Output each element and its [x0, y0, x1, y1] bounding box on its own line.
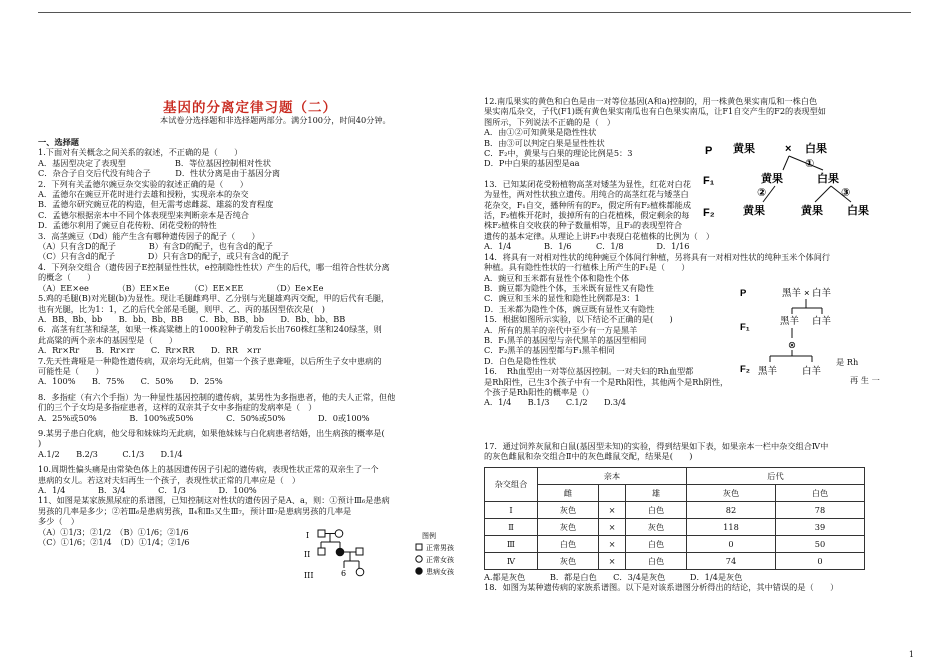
cross2-selfing: ⊗	[788, 340, 796, 351]
cross1-p-yellow: 黄果	[733, 143, 755, 155]
gen-label-1: I	[306, 531, 310, 540]
cross1-f2-yellow: 黄果	[743, 205, 765, 217]
page-title: 基因的分离定律习题（二）	[163, 100, 337, 116]
table-cell: 灰色	[626, 519, 687, 536]
q12-line: C．F₂中，黄果与白果的理论比例是5：3	[484, 148, 633, 159]
table-cell: 白色	[626, 553, 687, 570]
header-rule	[38, 12, 911, 13]
cross2-p: P	[740, 288, 747, 299]
legend-square-icon	[416, 544, 422, 550]
cross2-f2: F₂	[740, 364, 751, 375]
question-8	[38, 392, 470, 423]
left-line: A．Rr×Rr B．Rr×rr C．Rr×RR D．RR ×rr	[38, 345, 261, 356]
left-line: 可能性是（ ）	[38, 365, 104, 376]
cross1-p: P	[705, 145, 713, 157]
table-header-parent: 亲本	[538, 468, 687, 485]
table-cell: 82	[687, 502, 776, 519]
legend-title: 图例	[422, 532, 436, 540]
legend-normal-female: 正常女孩	[426, 556, 454, 564]
left-line: （A）EE×ee （B）EE×Ee （C）EE×EE （D）Ee×Ee	[38, 282, 324, 293]
cross2-p-white: 白羊	[812, 288, 832, 299]
right-line: B．F₁黑羊的基因型与亲代黑羊的基因型相同	[484, 334, 647, 345]
table-cell: Ⅱ	[485, 519, 538, 536]
cross1-f1-white: 白果	[817, 173, 839, 185]
table-cell: 50	[776, 536, 865, 553]
left-line: A．基因型决定了表现型 B．等位基因控制相对性状	[38, 157, 271, 168]
right-line: 株F₂植株自交收获的种子数量相等，且F₃的表现型符合	[484, 220, 683, 231]
q9-line: 9.某男子患白化病，他父母和妹妹均无此病，如果他妹妹与白化病患者结婚，出生病孩的概率是(	[38, 427, 385, 438]
q9-line: )	[38, 438, 42, 449]
cross1-f1-yellow: 黄果	[761, 173, 783, 185]
individual-1	[318, 530, 325, 537]
right-line: 花杂交，F₁自交，播种所有的F₂，假定所有F₂植株都能成	[484, 199, 692, 210]
cross2-f1: F₁	[740, 322, 750, 333]
q12-line: B．由③可以判定白果是显性性状	[484, 137, 605, 148]
q10-line: 10.周期性偏头痛是由常染色体上的基因遗传因子引起的遗传病，表现性状正常的双亲生了一个	[38, 464, 379, 475]
table-cell: 0	[687, 536, 776, 553]
q11-line: （C）①1/6；②1/4 （D）①1/4；②1/6	[38, 537, 190, 548]
q12-line: 果实南瓜杂交，子代(F1)既有黄色果实南瓜也有白色果实南瓜，让F1自交产生的F2的表现型如	[484, 106, 826, 117]
cross1-f1: F₁	[703, 175, 715, 187]
left-line: A．孟德尔在豌豆开花时进行去雄和授粉，实现亲本的杂交	[38, 189, 249, 200]
question-17-18-tail	[484, 572, 904, 593]
question-9	[38, 428, 470, 459]
table-row	[485, 536, 865, 553]
left-line: 4．下列杂交组合（遗传因子E控制显性性状，e控制隐性性状）产生的后代，哪一组符合性状分离	[38, 261, 390, 272]
q16-side-text-2: 再 生 一	[850, 375, 880, 385]
table-header-white: 白色	[776, 485, 865, 502]
table-cell: 0	[776, 553, 865, 570]
q16-line: 个孩子是Rh阳性的概率是（）	[484, 386, 594, 397]
table-cell: 白色	[626, 536, 687, 553]
gen-label-2: II	[304, 550, 311, 559]
q16-side-text-1: 是 Rh	[836, 357, 859, 367]
left-line: A．BB、Bb、bb B．bb、Bb、BB C．Bb、BB、bb D．Bb、bb、BB	[38, 313, 346, 324]
table-cell: 39	[776, 519, 865, 536]
legend-affected-female: 患病女孩	[426, 568, 454, 576]
cross2-f2-black: 黑羊	[758, 366, 778, 377]
right-line: 14．将具有一对相对性状的纯种豌豆个体间行种植，另将具有一对相对性状的纯种玉米个体间行	[484, 251, 831, 262]
left-line: D．孟德尔利用了豌豆自花传粉、闭花受粉的特性	[38, 220, 217, 231]
table-cell: Ⅲ	[485, 536, 538, 553]
table-cell: ×	[599, 553, 626, 570]
gen-label-3: III	[304, 571, 314, 580]
right-line: D．玉米都为隐性个体，豌豆既有显性又有隐性	[484, 303, 655, 314]
right-line: B．豌豆都为隐性个体，玉米既有显性又有隐性	[484, 282, 654, 293]
table-header-offspring: 后代	[687, 468, 865, 485]
q17-line: 的灰色雌鼠和杂交组合Ⅱ中的灰色雌鼠交配，结果是( )	[484, 451, 693, 462]
table-cell: Ⅰ	[485, 502, 538, 519]
left-line: 6．高茎有红茎和绿茎，如果一株高粱穗上的1000粒种子萌发后长出760株红茎和240绿茎，则	[38, 324, 382, 335]
table-row	[485, 553, 865, 570]
section-heading: 一、选择题	[38, 137, 79, 147]
q11-line: 男孩的几率是多少；②若Ⅲ₆是患病男孩，Ⅱ₄和Ⅱ₅又生Ⅲ₇，预计Ⅲ₇是患病男孩的几率是	[38, 505, 352, 516]
left-line: 的概念（ ）	[38, 272, 96, 283]
right-line: C．F₂黑羊的基因型都与F₁黑羊相同	[484, 345, 615, 356]
cross2-p-cross: ×	[804, 288, 810, 299]
q9-line: A.1/2 B.2/3 C.1/3 D.1/4	[38, 448, 183, 459]
cross1-circle-2: ②	[757, 187, 767, 199]
individual-2	[335, 530, 343, 538]
table-cell: 118	[687, 519, 776, 536]
legend-circle-icon	[416, 556, 422, 562]
page-subtitle: 本试卷分选择题和非选择题两部分。满分100分，时间40分钟。	[160, 115, 391, 125]
q8-line: 8．多指症（有六个手指）为一种显性基因控制的遗传病，某男性为多指患者，他的夫人正常，但他	[38, 391, 396, 402]
left-line: 7.先天性聋哑是一种隐性遗传病，双亲均无此病，但第一个孩子患聋哑，以后所生子女中患病的	[38, 355, 382, 366]
q12-line: 图所示，下列说法不正确的是（ ）	[484, 116, 616, 127]
right-line: 遗传的基本定律。从理论上讲F₃中表现白花植株的比例为（ ）	[484, 230, 715, 241]
cross2-f1-black: 黑羊	[780, 316, 800, 327]
sheep-cross-diagram	[740, 286, 860, 381]
table-row	[485, 502, 865, 519]
q16-line: 是Rh阳性，已生3个孩子中有一个是Rh阳性，其他两个是Rh阴性，	[484, 376, 729, 387]
right-line: 15．根据如图所示实验，以下结论不正确的是( )	[484, 314, 673, 325]
left-line: 1.下面对有关概念之间关系的叙述，不正确的是（ ）	[38, 147, 243, 158]
left-line: A．100% B．75% C．50% D．25%	[38, 376, 223, 387]
individual-3	[318, 548, 325, 555]
q8-line: A．25%或50% B．100%或50% C．50%或50% D．0或100%	[38, 412, 370, 423]
table-cell: Ⅳ	[485, 553, 538, 570]
cross1-circle-1: ①	[805, 158, 815, 170]
individual-5	[356, 548, 363, 555]
q11-line: 11、如图是某家族黑尿症的系谱图，已知控制这对性状的遗传因子是A、a，则：①预计Ⅲ₆是患病	[38, 495, 390, 506]
q17-options: A.都是灰色 B．都是白色 C．3/4是灰色 D．1/4是灰色	[484, 572, 743, 582]
q11-line: 多少（ ）	[38, 516, 79, 527]
table-row	[485, 519, 865, 536]
table-header-combo: 杂交组合	[485, 468, 538, 502]
left-line: B．孟德尔研究豌豆花的构造，但无需考虑雌蕊、雄蕊的发育程度	[38, 199, 274, 210]
left-line: C．孟德尔根据亲本中不同个体表现型来判断亲本是否纯合	[38, 209, 249, 220]
right-line: 16． Rh血型由一对等位基因控制。一对夫妇的Rh血型都	[484, 366, 694, 377]
table-header-male: 雄	[626, 485, 687, 502]
table-header-female: 雌	[538, 485, 599, 502]
left-line: （C）只有含d的配子 D）只有含D的配子，或只有含d的配子	[38, 251, 289, 262]
cross2-p-black: 黑羊	[782, 288, 802, 299]
left-line: C．杂合子自交后代没有纯合子 D．性状分离是由于基因分离	[38, 168, 281, 179]
table-cell: 灰色	[538, 502, 599, 519]
q12-line: 12.南瓜果实的黄色和白色是由一对等位基因(A和a)控制的，用一株黄色果实南瓜和一株白色	[484, 96, 818, 106]
question-10	[38, 464, 470, 495]
question-16-rest	[484, 377, 904, 408]
left-line: 此高粱的两个亲本的基因型是（ ）	[38, 334, 178, 345]
question-18: 18．如图为某种遗传病的家族系谱图。以下是对该系谱图分析得出的结论，其中错误的是（ ）	[484, 582, 839, 593]
cross1-f2-yellow-2: 黄果	[801, 205, 823, 217]
q10-line: 患病的女儿。若这对夫妇再生一个孩子，表现性状正常的几率应是（ ）	[38, 474, 301, 485]
q11-line: （A）①1/3；②1/2 （B）①1/6；②1/6	[38, 526, 189, 537]
q12-line: D．P中白果的基因型是aa	[484, 158, 580, 169]
cross1-f2-white: 白果	[847, 205, 869, 217]
q8-line: 们的三个子女均是多指症患者，这样的双亲其子女中多指症的发病率是（ ）	[38, 402, 317, 413]
q10-line: A．1/4 B．3/4 C．1/3 D．100%	[38, 485, 257, 495]
legend-filled-circle-icon	[416, 568, 422, 574]
page-number: 1	[908, 650, 914, 659]
right-line: A．1/4 B．1/6 C．1/8 D．1/16	[484, 241, 690, 252]
table-cell: ×	[599, 502, 626, 519]
left-line: （A）只有含D的配子 B）有含D的配子，也有含d的配子	[38, 241, 273, 252]
table-cell: 74	[687, 553, 776, 570]
cross1-f2: F₂	[703, 207, 715, 219]
table-cell: 灰色	[538, 553, 599, 570]
left-column	[38, 137, 470, 547]
cross1-circle-3: ③	[841, 187, 851, 199]
right-line: 种植。具有隐性性状的一行植株上所产生的F₁是（ ）	[484, 262, 690, 273]
left-question-lines	[38, 147, 470, 386]
right-line: A．所有的黑羊的亲代中至少有一方是黑羊	[484, 324, 638, 335]
right-line: C．豌豆和玉米的显性和隐性比例都是3：1	[484, 293, 640, 304]
cross2-f1-white: 白羊	[812, 316, 832, 327]
mice-cross-table	[484, 467, 865, 570]
left-line: 5.鸡的毛腿(B)对光腿(b)为显性。现让毛腿雌鸡甲、乙分别与光腿雄鸡丙交配，甲的后代有毛腿，	[38, 293, 390, 304]
table-cell: 78	[776, 502, 865, 519]
cross1-p-white: 白果	[805, 143, 827, 155]
individual-4	[336, 548, 344, 556]
right-line: D．白色是隐性性状	[484, 355, 557, 366]
pedigree-diagram	[304, 526, 474, 586]
left-line: 2．下列有关孟德尔豌豆杂交实验的叙述正确的是（ ）	[38, 178, 248, 189]
pumpkin-cross-diagram	[705, 140, 905, 230]
q17-line: 17．通过饲养灰鼠和白鼠(基因型未知)的实验，得到结果如下表，如果亲本一栏中杂交组合Ⅳ中	[484, 441, 829, 451]
cross2-f2-white: 白羊	[802, 366, 822, 377]
table-cell: 白色	[626, 502, 687, 519]
table-cell: 灰色	[538, 519, 599, 536]
question-17	[484, 441, 904, 462]
right-line: 13．已知某闭花受粉植物高茎对矮茎为显性，红花对白花	[484, 178, 691, 189]
right-line: 为显性，两对性状独立遗传。用纯合的高茎红花与矮茎白	[484, 189, 689, 200]
right-line: A．豌豆和玉米都有显性个体和隐性个体	[484, 272, 630, 283]
table-header-gray: 灰色	[687, 485, 776, 502]
table-cell: ×	[599, 536, 626, 553]
left-line: 3．高茎豌豆（Dd）能产生含有哪种遗传因子的配子（ ）	[38, 230, 260, 241]
table-cell: ×	[599, 519, 626, 536]
q16-line: A．1/4 B.1/3 C.1/2 D.3/4	[484, 397, 627, 408]
cross1-p-cross: ×	[785, 143, 792, 155]
left-line: 也有光腿，比为1：1，乙的后代全部是毛腿，则甲、乙、丙的基因型依次是( )	[38, 303, 325, 314]
table-cell: 白色	[538, 536, 599, 553]
legend-normal-male: 正常男孩	[426, 544, 454, 552]
right-line: 活，F₂植株开花时，拔掉所有的白花植株，假定剩余的每	[484, 210, 690, 221]
q12-line: A．由①②可知黄果是隐性性状	[484, 127, 597, 138]
individual-7	[356, 568, 364, 576]
individual-6-mark: 6	[341, 569, 347, 578]
